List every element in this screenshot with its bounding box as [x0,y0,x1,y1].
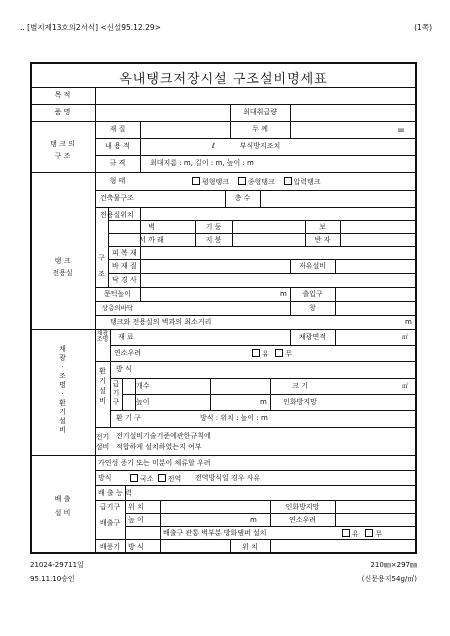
m2-unit: ㎡ [402,334,409,341]
spec-label: 규 격 [109,159,126,167]
inlet-label: 급기구 [99,503,121,511]
checkbox[interactable] [130,474,138,482]
checkbox[interactable] [365,529,373,537]
damper-options: 유 무 [340,529,382,539]
window-label: 창 [309,304,316,312]
form-title: 옥내탱크저장시설 구조설비명세표 [119,72,328,87]
reservoir-label: 저유설비 [298,262,327,270]
outlet-label: 배출구 [99,519,121,527]
lighting-vent-label: 채 광 · 조 명 · 환 기 설 비 [59,345,66,434]
slope-label: 닥 경 사 [112,276,137,284]
page-number: (1쪽) [414,23,432,32]
type-options: 국소 전역 [128,474,181,484]
wall-label: 벽 [148,223,155,231]
checkbox[interactable] [284,177,292,185]
lighting-area-label: 채광면적 [298,333,327,341]
room-location-label: 전용실위치 [100,211,134,219]
m2-unit: ㎡ [402,383,409,390]
m-unit: m [260,398,267,406]
elec-label: 전기 설비 [95,433,110,451]
beam-label: 보 [319,223,326,231]
max-qty-label: 최대취급량 [243,108,277,116]
checkbox[interactable] [192,177,200,185]
position-label: 위 치 [128,503,144,511]
item-label: 품 명 [54,108,71,116]
floors-label: 층 수 [234,194,251,202]
fan-label: 배풍기 [99,543,121,551]
purpose-label: 목 적 [54,91,71,99]
finish-label: 피 복 재 [112,249,137,257]
exhaust-label: 환 기 구 [116,414,141,422]
rafter-label: 서 까 래 [139,236,164,244]
building-structure-label: 건축물구조 [100,194,134,202]
footer-code: 21024-29711일 [30,561,84,569]
checkbox[interactable] [158,474,166,482]
method-label: 방 식 [116,365,132,373]
combustion-label: 연소우려 [288,516,317,524]
damper-label: 배출구 관통 벽부분 방화댐퍼 설치 [163,529,267,537]
vent-label: 환 기 설 비 [99,367,106,405]
footer-paper: (신문용지54g/㎡) [361,575,417,583]
m-unit: m [250,516,257,524]
capacity-label: 내 용 적 [105,142,130,150]
size-label: 크 기 [292,382,308,390]
exhaust-fields: 방식 : 위치 : 높이 : m [200,414,268,422]
tank-room-label: 탱 크 전용실 [52,257,73,277]
count-label: 개수 [136,382,150,390]
m-unit: m [405,318,412,326]
structure-label: 구 조 [98,254,105,278]
checkbox[interactable] [342,529,350,537]
height-label: 높이 [136,398,150,406]
spec-dimensions: 최대지름 : m, 길이 : m, 높이 : m [150,159,254,167]
footer-approval: 95.11.10승인 [30,575,75,583]
fan-method-label: 방 식 [128,543,144,551]
footer-size: 210㎜×297㎜ [370,561,417,569]
anticorrosion-label: 부식방지조치 [239,142,281,150]
vapor-label: 가연성 증기 또는 미분이 체류할 우려 [98,459,211,467]
elec-text: 전기설비기술기준에관한규칙에 적합하게 설치하였는지 여부 [116,432,211,451]
liter-unit: ℓ [212,142,215,150]
shape-label: 형 태 [109,177,126,185]
thickness-label: 두 께 [252,125,268,133]
flame-arrester-label: 인화방지망 [285,503,320,511]
min-distance-label: 탱크와 전용실의 벽과의 최소거리 [110,318,212,326]
floor-material-label: 바 재 질 [112,262,137,270]
column-label: 기 둥 [205,223,222,231]
mm-unit: ㎜ [398,127,405,134]
global-reason-label: 전역방식일 경우 사유 [195,474,261,482]
ceiling-label: 반 자 [314,236,331,244]
capacity2-label: 배 출 능 력 [98,489,132,497]
roof-label: 지 붕 [205,236,222,244]
fan-position-label: 위 치 [242,543,258,551]
doorway-label: 출입구 [302,290,323,298]
type-label: 방식 [98,474,112,482]
checkbox[interactable] [275,349,283,357]
discharge-label: 배 출 설 비 [54,495,71,517]
intake-label: 급 기 구 [112,380,120,406]
form-number: .. [별지제13호의2서식] <신설95.12.29> [20,23,161,32]
checkbox[interactable] [238,177,246,185]
lighting-material-label: 재 료 [118,333,134,341]
explosion-label: 연소우려 [114,349,142,357]
tank-structure-label: 탱 크 의 구 조 [50,140,75,160]
outlet-height-label: 높 이 [128,516,144,524]
checkbox[interactable] [252,349,260,357]
sill-height-label: 문턱높이 [103,290,132,298]
explosion-options: 유 무 [250,349,292,359]
shape-options: 평형탱크 종형탱크 압력탱크 [190,177,321,187]
lighting-label: 채광 조명 [96,330,109,343]
upper-floor-label: 상층의바닥 [101,304,134,312]
m-unit: m [280,290,287,298]
fire-prevention-label: 인화방지망 [283,398,317,406]
material-label: 재 질 [109,125,126,133]
